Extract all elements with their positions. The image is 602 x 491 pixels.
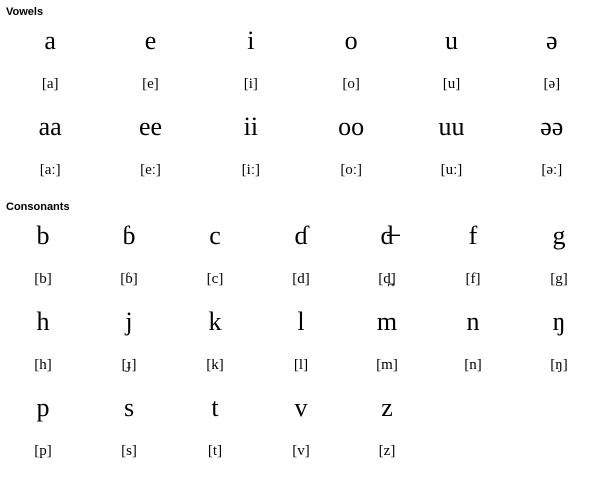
ipa-cell: [ɓ] — [120, 271, 138, 287]
letter-cell: o — [344, 26, 358, 55]
table-consonants — [0, 214, 602, 472]
ipa-cell: [d] — [292, 271, 310, 287]
letter-cell: k — [208, 307, 222, 336]
ipa-cell: [p] — [34, 443, 52, 459]
letter-cell: e — [144, 26, 157, 55]
letter-cell: oo — [338, 112, 365, 141]
ipa-row — [0, 344, 602, 386]
letter-row — [0, 19, 602, 63]
letter-cell: ii — [243, 112, 259, 141]
ipa-cell: [s] — [121, 443, 137, 459]
letter-cell: l — [297, 307, 305, 336]
ipa-cell: [ŋ] — [550, 357, 568, 373]
letter-cell: ɓ — [122, 221, 136, 250]
letter-cell: p — [36, 393, 50, 422]
ipa-cell: [n] — [464, 357, 482, 373]
section-heading-vowels: Vowels — [6, 6, 44, 18]
letter-cell: u — [444, 26, 458, 55]
ipa-cell: [iː] — [241, 162, 260, 178]
ipa-cell: [e] — [142, 76, 159, 92]
ipa-cell: [a] — [41, 76, 59, 92]
ipa-cell: [u] — [442, 76, 461, 92]
letter-cell: m — [376, 307, 398, 336]
section-spacer — [0, 191, 602, 201]
letter-cell: a — [44, 26, 56, 55]
letter-cell: c — [209, 221, 221, 250]
letter-cell: ee — [138, 112, 163, 141]
letter-cell: uu — [438, 112, 465, 141]
ipa-cell: [m] — [376, 357, 398, 373]
ipa-row — [0, 63, 602, 105]
ipa-cell: [b] — [34, 271, 52, 287]
ipa-cell: [i] — [243, 76, 258, 92]
ipa-cell: [eː] — [140, 162, 161, 178]
letter-row — [0, 300, 602, 344]
ipa-cell: [g] — [550, 271, 568, 287]
ipa-cell: [h] — [34, 357, 52, 373]
ipa-cell: [t] — [207, 443, 223, 459]
ipa-cell: [v] — [292, 443, 310, 459]
letter-cell: əə — [540, 112, 564, 141]
empty-cell — [516, 430, 602, 472]
empty-cell — [430, 430, 516, 472]
ipa-cell: [ə] — [543, 76, 561, 92]
ipa-cell: [ɟ] — [121, 357, 137, 373]
letter-cell: h — [36, 307, 50, 336]
letter-row — [0, 105, 602, 149]
section-vowels — [0, 0, 602, 191]
ipa-row — [0, 258, 602, 300]
letter-cell: ə — [546, 26, 558, 55]
letter-cell: z — [381, 393, 393, 422]
letter-cell: v — [294, 393, 308, 422]
table-vowels — [0, 19, 602, 191]
ipa-cell: [aː] — [39, 162, 61, 178]
letter-row — [0, 386, 602, 430]
letter-cell: f — [468, 221, 478, 250]
ipa-cell: [z] — [378, 443, 396, 459]
letter-cell: d̶ — [380, 221, 394, 250]
letter-cell: g — [552, 221, 566, 250]
ipa-row — [0, 149, 602, 191]
letter-cell: ɗ — [294, 221, 308, 250]
letter-cell: b — [36, 221, 50, 250]
letter-cell: s — [123, 393, 135, 422]
letter-cell: i — [247, 26, 255, 55]
ipa-cell: [uː] — [440, 162, 463, 178]
empty-cell — [516, 386, 602, 430]
ipa-cell: [oː] — [340, 162, 362, 178]
ipa-cell: [d̪] — [378, 271, 396, 287]
letter-cell: j — [125, 307, 133, 336]
letter-cell: t — [211, 393, 219, 422]
letter-row — [0, 214, 602, 258]
ipa-cell: [c] — [206, 271, 224, 287]
section-consonants — [0, 191, 602, 472]
letter-cell: ŋ — [552, 307, 566, 336]
ipa-cell: [k] — [206, 357, 224, 373]
ipa-cell: [f] — [465, 271, 481, 287]
ipa-cell: [əː] — [541, 162, 563, 178]
ipa-cell: [o] — [342, 76, 360, 92]
section-heading-consonants: Consonants — [6, 201, 70, 213]
letter-cell: aa — [38, 112, 62, 141]
empty-cell — [430, 386, 516, 430]
ipa-row — [0, 430, 602, 472]
letter-cell: n — [466, 307, 480, 336]
ipa-cell: [l] — [293, 357, 309, 373]
